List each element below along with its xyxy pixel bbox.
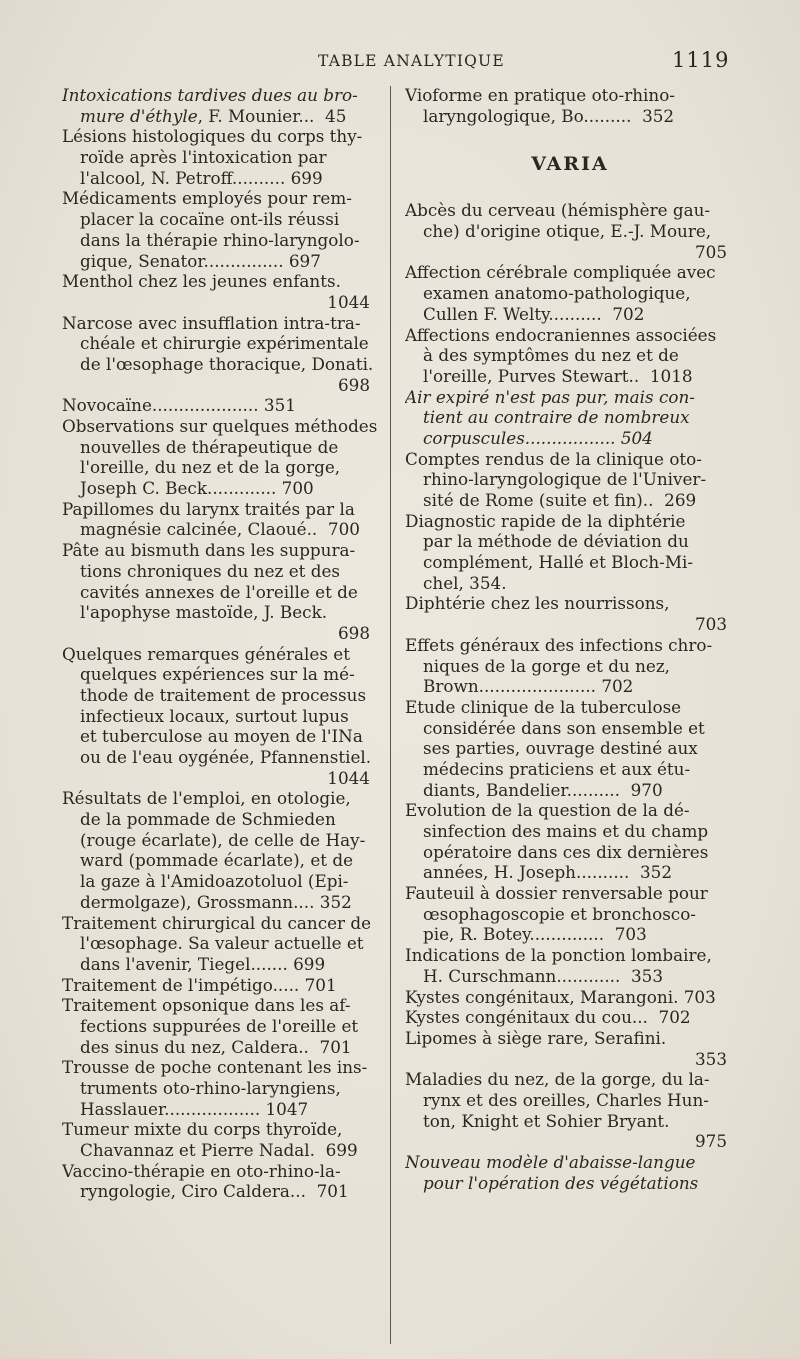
page-number: 1119 (672, 48, 730, 72)
entry-line: 975 (694, 1131, 727, 1152)
entry-line: cavités annexes de l'oreille et de (80, 581, 358, 602)
entry-line: 1044 (327, 291, 370, 312)
entry-line: 698 (337, 374, 370, 395)
index-entry (405, 635, 735, 697)
entry-line: Novocaïne.................... 351 (62, 395, 296, 416)
entry-line: ton, Knight et Sohier Bryant. (423, 1110, 670, 1131)
entry-line: des sinus du nez, Caldera.. 701 (80, 1036, 352, 1057)
entry-line: à des symptômes du nez et de (423, 345, 679, 366)
entry-line: Brown...................... 702 (423, 676, 634, 697)
entry-line: Résultats de l'emploi, en otologie, (62, 788, 351, 809)
varia-entries (405, 200, 735, 1193)
entry-line: Pâte au bismuth dans les suppura- (62, 540, 356, 561)
entry-line: examen anatomo-pathologique, (423, 283, 691, 304)
index-entry (62, 313, 378, 396)
entry-line: et tuberculose au moyen de l'INa (80, 726, 363, 747)
entry-line: Tumeur mixte du corps thyroïde, (62, 1119, 343, 1140)
entry-line: 703 (694, 614, 727, 635)
entry-line: H. Curschmann............ 353 (423, 965, 664, 986)
entry-line: Lipomes à siège rare, Serafini. (405, 1027, 667, 1048)
right-top-entries (405, 85, 735, 126)
index-entry (405, 1028, 735, 1069)
entry-line: Papillomes du larynx traités par la (62, 498, 355, 519)
entry-line: ryngologie, Ciro Caldera... 701 (80, 1181, 349, 1202)
entry-line: complément, Hallé et Bloch-Mi- (423, 552, 694, 573)
entry-line: nouvelles de thérapeutique de (80, 436, 339, 457)
index-entry (405, 800, 735, 883)
entry-line: pie, R. Botey.............. 703 (423, 924, 647, 945)
entry-line: ou de l'eau oygénée, Pfannenstiel. (80, 747, 372, 767)
index-entry (62, 1057, 378, 1119)
entry-line: de l'œsophage thoracique, Donati. (80, 353, 374, 374)
index-entry (62, 995, 378, 1057)
index-entry (62, 395, 378, 416)
entry-line: la gaze à l'Amidoazotoluol (Epi- (80, 871, 349, 892)
entry-line: Kystes congénitaux du cou... 702 (405, 1007, 691, 1028)
entry-line: Lésions histologiques du corps thy- (62, 126, 363, 147)
index-entry (405, 511, 735, 594)
entry-line: l'oreille, du nez et de la gorge, (80, 457, 341, 478)
entry-line: niques de la gorge et du nez, (423, 655, 670, 676)
index-entry (405, 449, 735, 511)
entry-line: Joseph C. Beck............. 700 (80, 478, 314, 499)
index-entry (405, 387, 735, 449)
index-entry (62, 975, 378, 996)
entry-line: Trousse de poche contenant les ins- (62, 1057, 368, 1078)
index-entry (62, 416, 378, 499)
entry-line: considérée dans son ensemble et (423, 717, 705, 738)
entry-line: 1044 (327, 767, 370, 788)
entry-line: l'alcool, N. Petroff.......... 699 (80, 167, 323, 188)
entry-line: (rouge écarlate), de celle de Hay- (80, 829, 366, 850)
entry-line: Cullen F. Welty.......... 702 (423, 303, 645, 324)
entry-line: thode de traitement de processus (80, 684, 367, 705)
entry-line: Narcose avec insufflation intra-tra- (62, 312, 361, 333)
entry-line: magnésie calcinée, Claoué.. 700 (80, 519, 360, 540)
index-entry (405, 200, 735, 262)
entry-line: de la pommade de Schmieden (80, 809, 336, 830)
entry-line: 698 (337, 622, 370, 643)
column-divider (390, 86, 391, 1344)
index-entry (405, 593, 735, 634)
entry-line: Maladies du nez, de la gorge, du la- (405, 1069, 710, 1090)
entry-line: Air expiré n'est pas pur, mais con- (405, 386, 695, 407)
index-entry (62, 540, 378, 643)
entry-line: dans l'avenir, Tiegel....... 699 (80, 953, 326, 974)
entry-line: Diagnostic rapide de la diphtérie (405, 510, 686, 531)
entry-line: Traitement opsonique dans les af- (62, 995, 351, 1016)
entry-line: opératoire dans ces dix dernières (423, 841, 709, 862)
index-entry (62, 188, 378, 271)
entry-line: par la méthode de déviation du (423, 531, 689, 552)
entry-line: l'oreille, Purves Stewart.. 1018 (423, 365, 693, 386)
right-column (405, 85, 735, 1193)
entry-line: chéale et chirurgie expérimentale (80, 333, 369, 354)
entry-line: l'œsophage. Sa valeur actuelle et (80, 933, 364, 954)
varia-heading: VARIA (531, 153, 609, 176)
entry-line: rhino-laryngologique de l'Univer- (423, 469, 707, 490)
entry-line: 705 (694, 241, 727, 262)
entry-line: Affection cérébrale compliquée avec (405, 262, 716, 283)
index-entry (405, 1069, 735, 1152)
entry-line: années, H. Joseph.......... 352 (423, 862, 673, 883)
index-entry (62, 913, 378, 975)
entry-line: chel, 354. (423, 572, 507, 593)
entry-line: Etude clinique de la tuberculose (405, 696, 682, 717)
index-entry (405, 325, 735, 387)
entry-line: œsophagoscopie et bronchosco- (423, 903, 696, 924)
entry-line: médecins praticiens et aux étu- (423, 758, 691, 779)
entry-line: Nouveau modèle d'abaisse-langue (405, 1152, 696, 1172)
entry-line: Quelques remarques générales et (62, 643, 350, 664)
index-entry (62, 788, 378, 912)
index-entry (405, 883, 735, 945)
index-entry (62, 85, 378, 126)
left-column (62, 85, 378, 1202)
entry-line: ward (pommade écarlate), et de (80, 850, 353, 871)
entry-line: dermolgaze), Grossmann.... 352 (80, 891, 352, 912)
entry-line: pour l'opération des végétations (423, 1172, 699, 1193)
running-title: TABLE ANALYTIQUE (318, 52, 505, 70)
entry-line: infectieux locaux, surtout lupus (80, 705, 349, 726)
entry-line: tient au contraire de nombreux (423, 407, 690, 428)
entry-line: Médicaments employés pour rem- (62, 188, 352, 209)
entry-line: Traitement chirurgical du cancer de (62, 912, 372, 933)
index-entry (62, 271, 378, 312)
entry-line: Evolution de la question de la dé- (405, 800, 690, 821)
entry-line: dans la thérapie rhino-laryngolo- (80, 229, 360, 250)
entry-line: Menthol chez les jeunes enfants. (62, 271, 341, 292)
entry-line: quelques expériences sur la mé- (80, 664, 355, 685)
entry-line: truments oto-rhino-laryngiens, (80, 1078, 341, 1098)
entry-line: Intoxications tardives dues au bro- (62, 85, 358, 105)
index-entry (62, 126, 378, 188)
entry-line: Comptes rendus de la clinique oto- (405, 448, 702, 469)
entry-line: Chavannaz et Pierre Nadal. 699 (80, 1140, 358, 1161)
index-entry (405, 1007, 735, 1028)
index-entry (405, 1152, 735, 1193)
index-entry (405, 697, 735, 800)
entry-line: Diphtérie chez les nourrissons, (405, 593, 670, 614)
entry-line: Affections endocraniennes associées (405, 324, 717, 345)
entry-line: fections suppurées de l'oreille et (80, 1015, 359, 1036)
index-entry (62, 644, 378, 789)
entry-line: laryngologique, Bo......... 352 (423, 105, 675, 126)
entry-line: sinfection des mains et du champ (423, 821, 709, 841)
entry-line: diants, Bandelier.......... 970 (423, 779, 663, 800)
index-entry (405, 85, 735, 126)
entry-line: Vioforme en pratique oto-rhino- (405, 85, 675, 105)
entry-line: Effets généraux des infections chro- (405, 634, 713, 655)
entry-line: Indications de la ponction lombaire, (405, 945, 712, 966)
entry-line: Abcès du cerveau (hémisphère gau- (405, 200, 711, 221)
entry-line: l'apophyse mastoïde, J. Beck. (80, 602, 328, 623)
entry-line: che) d'origine otique, E.-J. Moure, (423, 221, 712, 242)
entry-line: tions chroniques du nez et des (80, 560, 340, 581)
index-entry (62, 1161, 378, 1202)
entry-line: Fauteuil à dossier renversable pour (405, 883, 708, 904)
page-header (0, 48, 800, 78)
index-entry (62, 1119, 378, 1160)
entry-line: roïde après l'intoxication par (80, 147, 327, 168)
entry-line: placer la cocaïne ont-ils réussi (80, 209, 340, 230)
index-entry (62, 499, 378, 540)
index-entry (405, 987, 735, 1008)
entry-line: Kystes congénitaux, Marangoni. 703 (405, 986, 716, 1007)
entry-line: ses parties, ouvrage destiné aux (423, 738, 698, 759)
entry-line: sité de Rome (suite et fin).. 269 (423, 490, 697, 510)
entry-line: Hasslauer.................. 1047 (80, 1098, 309, 1119)
entry-line: 353 (694, 1048, 727, 1069)
entry-line: Vaccino-thérapie en oto-rhino-la- (62, 1160, 341, 1181)
entry-line: rynx et des oreilles, Charles Hun- (423, 1089, 709, 1110)
index-entry (405, 262, 735, 324)
entry-line: Observations sur quelques méthodes (62, 416, 378, 436)
entry-line: mure d'éthyle, F. Mounier... 45 (80, 105, 347, 126)
index-entry (405, 945, 735, 986)
entry-line: gique, Senator............... 697 (80, 250, 321, 271)
entry-line: Traitement de l'impétigo..... 701 (62, 974, 337, 995)
entry-line: corpuscules................. 504 (423, 427, 653, 448)
